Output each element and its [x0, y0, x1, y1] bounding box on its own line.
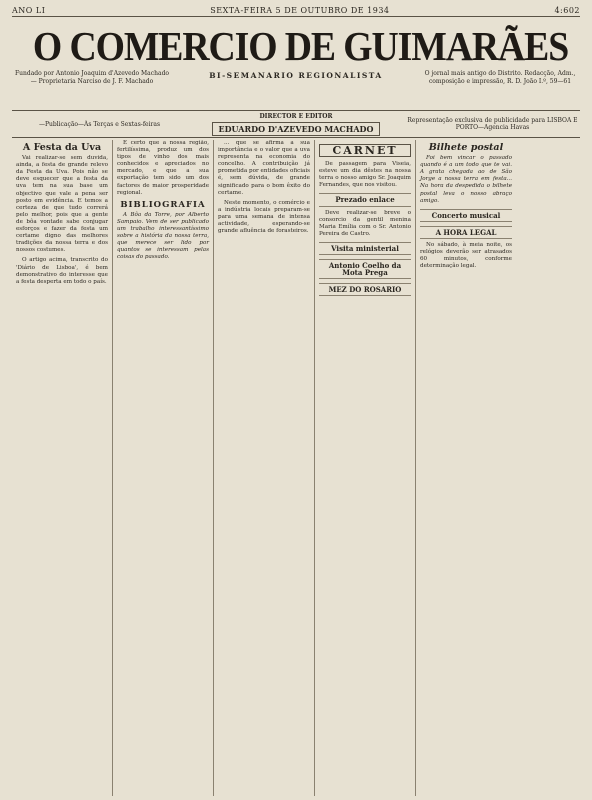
article-text: Deve realizar-se breve o consorcio da gentil menina Maria Emília com o Sr. Antonio Pereira de Castro. — [319, 209, 411, 237]
director-block — [212, 113, 381, 136]
article-title: Bilhete postal — [428, 142, 504, 153]
article-text: Vai realizar-se sem duvida, ainda, a festa de grande relevo da Festa da Uva. Pois não se deve esquecer que a festa da uva tem na sua base um objectivo que vale a pena ser posto em evidência. E temos a certeza de que tudo correrá pelo melhor, pois que a gente de bôa vontade sabe conjugar esforços e fazer da festa um certame digno das melhores tradições da nossa terra e dos nossos costumes. — [16, 155, 108, 254]
subsection-title: Antonio Coelho da Mota Prega — [319, 259, 411, 279]
issue-number: 4:602 — [554, 5, 580, 15]
subhead — [12, 70, 580, 110]
article-text: A Bôa da Torre, por Alberto Sampaio. Vem de ser publicado um trabalho interessantíssimo sobre a história da nossa terra, que merece ser lido por quantos se interessam pelas coisas do passado. — [117, 211, 209, 261]
director-name: EDUARDO D'AZEVEDO MACHADO — [212, 122, 381, 136]
article-title: A Festa da Uva — [22, 142, 102, 153]
section-title: BIBLIOGRAFIA — [120, 199, 206, 210]
column-3 — [214, 140, 315, 796]
article-text: O artigo acima, transcrito do 'Diário de Lisboa', é bem demonstrativo do interesse que a festa desperta em todo o país. — [16, 257, 108, 285]
year-label: ANO LI — [12, 5, 46, 15]
director-label: DIRECTOR E EDITOR — [259, 112, 333, 120]
publication-type: BI-SEMANARIO REGIONALISTA — [209, 71, 383, 80]
date-label: SEXTA-FEIRA 5 DE OUTUBRO DE 1934 — [210, 5, 390, 15]
founder-info: Fundado por Antonio Joaquim d'Azevedo Machado — Proprietaria Narciso de J. F. Machado — [14, 70, 170, 85]
subsection-title: Concerto musical — [420, 209, 512, 222]
office-info: O jornal mais antigo do Distrito. Redacção, Adm., composição e impressão, R. D. João I.º, 59—61 — [424, 70, 576, 85]
article-text: Neste momento, o comércio e a indústria locais preparam-se para uma semana de intensa actividade, esperando-se grande afluência de forasteiros. — [218, 199, 310, 235]
article-text: É certo que a nossa região, fertilíssima, produz um dos tipos de vinho dos mais conhecidos e apreciados no mercado, e que a sua exportação tem sido um dos factores de maior prosperidade regional. — [117, 140, 209, 196]
article-text: ... que se afirma a sua importância e o valor que a uva representa na economia do concelho. A contribuição já prometida por entidades oficiais é, sem dúvida, de grande significado para o bom êxito do certame. — [218, 140, 310, 196]
masthead-title: O COMERCIO DE GUIMARÃES — [32, 23, 569, 69]
top-info-line — [12, 4, 580, 17]
article-columns — [12, 140, 584, 796]
carnet-heading: CARNET — [319, 144, 411, 157]
subsection-title: MEZ DO ROSARIO — [319, 283, 411, 296]
subsection-title: Prezado enlace — [319, 193, 411, 206]
subsection-title: A HORA LEGAL — [420, 226, 512, 239]
advertising-info: Representação exclusiva de publicidade para LISBOA E PORTO—Agencia Havas — [407, 117, 578, 131]
director-bar — [12, 110, 580, 138]
column-5 — [416, 140, 516, 796]
column-4 — [315, 140, 416, 796]
column-1 — [12, 140, 113, 796]
article-text: Foi bem vincar o passado quando é a um todo que te vai. A grata chegada ao de São Jorge a nossa terra em festa... Na hora da despedida o bilhete postal leva o nosso abraço amigo. — [420, 155, 512, 204]
article-text: No sábado, à meia noite, os relógios deverão ser atrasados 60 minutos, conforme determinação legal. — [420, 241, 512, 270]
subsection-title: Visita ministerial — [319, 242, 411, 255]
column-2 — [113, 140, 214, 796]
publication-schedule: —Publicação—Às Terças e Sextas-feiras — [38, 120, 161, 128]
article-text: De passagem para Viseia, esteve um dia dêstes na nossa terra o nosso amigo Sr. Joaquim Fernandes, que nos visitou. — [319, 161, 411, 189]
